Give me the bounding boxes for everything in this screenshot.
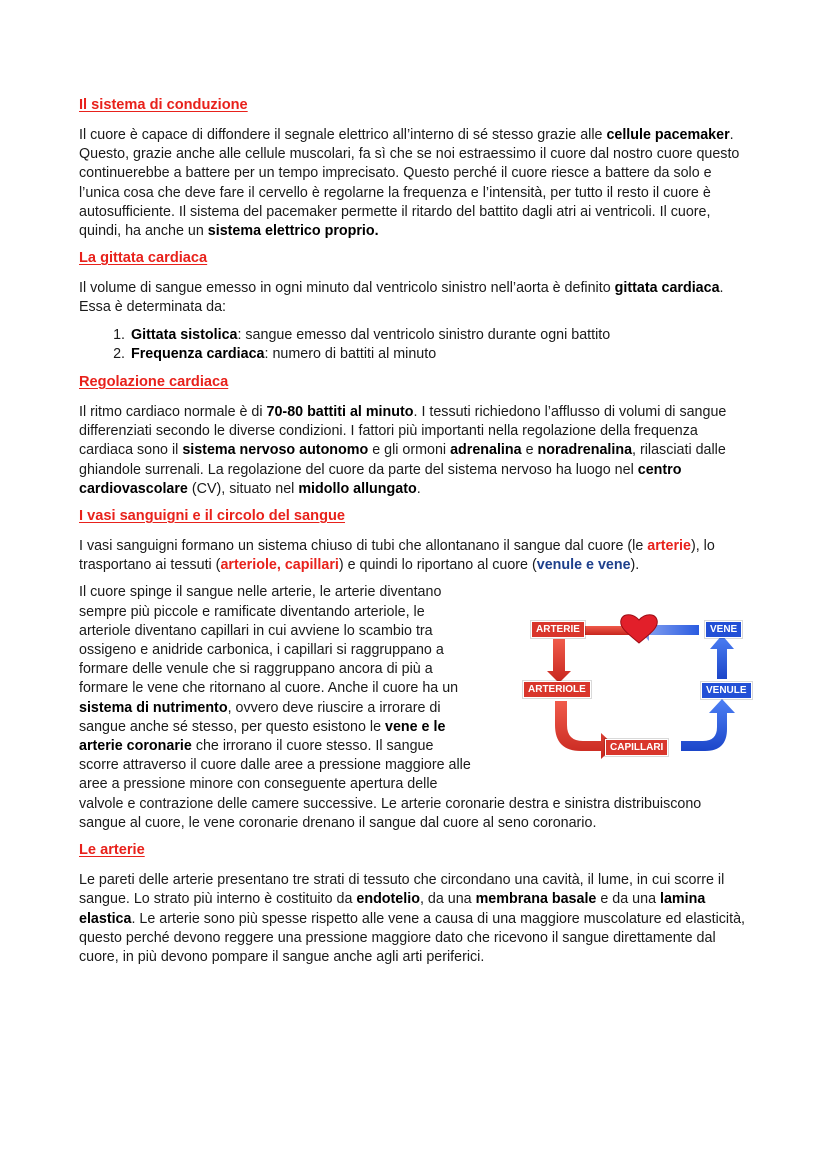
text-run: Il ritmo cardiaco normale è di bbox=[79, 404, 267, 421]
text-run: Il cuore spinge il sangue nelle arterie, le arterie diventano sempre più piccole e ramificate diventando arteriole, le arteriole diventano capillari in cui avviene lo scambio tra ossigeno e anidride carbonica, i capillari si raggruppano a formare delle venule che si raggruppano ancora di più a formare le vene che ritornano al cuore. Anche il cuore ha un bbox=[79, 584, 459, 697]
text-run: Il volume di sangue emesso in ogni minuto dal ventricolo sinistro nell’aorta è definito bbox=[79, 280, 615, 297]
text-run: e da una bbox=[596, 891, 660, 908]
text-run: e gli ormoni bbox=[368, 442, 451, 459]
section-title-vasi: I vasi sanguigni e il circolo del sangue bbox=[79, 508, 346, 525]
text-run: Le pareti delle arterie presentano tre strati di tessuto che circondano una cavità, il lume, in cui scorre il sangue. Lo strato più interno è costituito da bbox=[79, 872, 725, 908]
arrow-arterie-arteriole bbox=[547, 639, 571, 683]
text-run: lamina elastica bbox=[79, 891, 706, 927]
text-run: centro cardiovascolare bbox=[79, 461, 682, 497]
text-run: e bbox=[521, 442, 538, 459]
list-item: 2. Frequenza cardiaca: numero di battiti al minuto bbox=[129, 345, 747, 364]
section-title-gittata: La gittata cardiaca bbox=[79, 250, 208, 267]
list-item: 1. Gittata sistolica: sangue emesso dal ventricolo sinistro durante ogni battito bbox=[129, 326, 747, 345]
section-title-regolazione: Regolazione cardiaca bbox=[79, 374, 229, 391]
text-run: ) e quindi lo riportano al cuore ( bbox=[338, 557, 537, 574]
text-run: che irrorano il cuore stesso. Il sangue scorre attraverso il cuore dalle aree a pressione maggiore alle aree a pressione minore con conseguente apertura delle valvole e contrazione delle camere successive. Le arterie coronarie destra e sinistra distribuiscono sangue al cuore, le vene coronarie drenano il sangue dal cuore al seno coronario. bbox=[79, 738, 702, 831]
text-run: endotelio bbox=[356, 891, 420, 908]
section-title-arterie: Le arterie bbox=[79, 842, 145, 859]
text-run: noradrenalina bbox=[537, 442, 633, 459]
paragraph-arterie bbox=[79, 871, 747, 967]
text-run: midollo allungato bbox=[298, 480, 417, 497]
text-run: . bbox=[416, 480, 421, 497]
paragraph-regolazione bbox=[79, 403, 747, 499]
circulation-diagram bbox=[521, 613, 757, 769]
label-arteriole: ARTERIOLE bbox=[523, 681, 591, 698]
text-run: . Le arterie sono più spesse rispetto alle vene a causa di una maggiore muscolature ed elasticità, questo perché devono reggere una pressione maggiore dato che ricevono il sangue direttamente dal cuore, in più devono pompare il sangue anche agli arti periferici. bbox=[79, 910, 745, 965]
heart-icon bbox=[621, 615, 658, 643]
label-capillari: CAPILLARI bbox=[605, 739, 668, 756]
text-run: . I tessuti richiedono l’afflusso di volumi di sangue differenziati secondo le diverse condizioni. I fattori più importanti nella regolazione della frequenza cardiaca sono il bbox=[79, 404, 727, 459]
label-venule: VENULE bbox=[701, 682, 752, 699]
text-run: sistema nervoso autonomo bbox=[182, 442, 369, 459]
text-run: , ovvero deve riuscire a irrorare di sangue anche sé stesso, per questo esistono le bbox=[79, 699, 441, 735]
text-run: venule e vene bbox=[536, 557, 631, 574]
arrow-venule-vene bbox=[710, 635, 734, 679]
text-run: I vasi sanguigni formano un sistema chiuso di tubi che allontanano il sangue dal cuore (le bbox=[79, 538, 648, 555]
text-run: arterie bbox=[647, 538, 691, 555]
text-run: membrana basale bbox=[475, 891, 597, 908]
text-run: arteriole, capillari bbox=[220, 557, 339, 574]
paragraph-gittata bbox=[79, 279, 747, 317]
text-run: ). bbox=[630, 557, 640, 574]
text-run: ), lo trasportano ai tessuti ( bbox=[79, 538, 715, 574]
text-run: adrenalina bbox=[450, 442, 522, 459]
text-run: . Questo, grazie anche alle cellule muscolari, fa sì che se noi estraessimo il cuore dal nostro cuore questo continuerebbe a battere per un tempo imprecisato. Questo perché il cuore riesce a battere da solo e l’unica cosa che deve fare il cervello è regolarne la frequenza e l’intensità, per tutto il resto il cuore è autosufficiente. Il sistema del pacemaker permette il ritardo del battito dagli atri ai ventricoli. Il cuore, quindi, ha anche un bbox=[79, 127, 740, 240]
text-run: cellule pacemaker bbox=[606, 127, 730, 143]
gittata-list bbox=[79, 326, 747, 364]
text-run: sistema elettrico proprio. bbox=[207, 223, 379, 240]
text-run: , rilasciati dalle ghiandole surrenali. La regolazione del cuore da parte del sistema nervoso ha luogo nel bbox=[79, 442, 726, 478]
document-page bbox=[79, 96, 747, 975]
paragraph-conduzione bbox=[79, 126, 747, 241]
text-run: . Essa è determinata da: bbox=[79, 280, 724, 316]
vessels-block bbox=[79, 583, 747, 833]
label-vene: VENE bbox=[705, 621, 742, 638]
text-run: 70-80 battiti al minuto bbox=[266, 404, 414, 421]
paragraph-vasi bbox=[79, 537, 747, 575]
text-run: (CV), situato nel bbox=[187, 480, 299, 497]
text-run: Il cuore è capace di diffondere il segnale elettrico all’interno di sé stesso grazie alle bbox=[79, 127, 607, 143]
text-run: gittata cardiaca bbox=[614, 280, 720, 297]
text-run: , da una bbox=[419, 891, 476, 908]
text-run: sistema di nutrimento bbox=[79, 699, 228, 716]
section-title-conduzione: Il sistema di conduzione bbox=[79, 97, 248, 113]
label-arterie: ARTERIE bbox=[531, 621, 585, 638]
arrow-capillari-venule bbox=[681, 699, 735, 751]
text-run: vene e le arterie coronarie bbox=[79, 718, 446, 755]
